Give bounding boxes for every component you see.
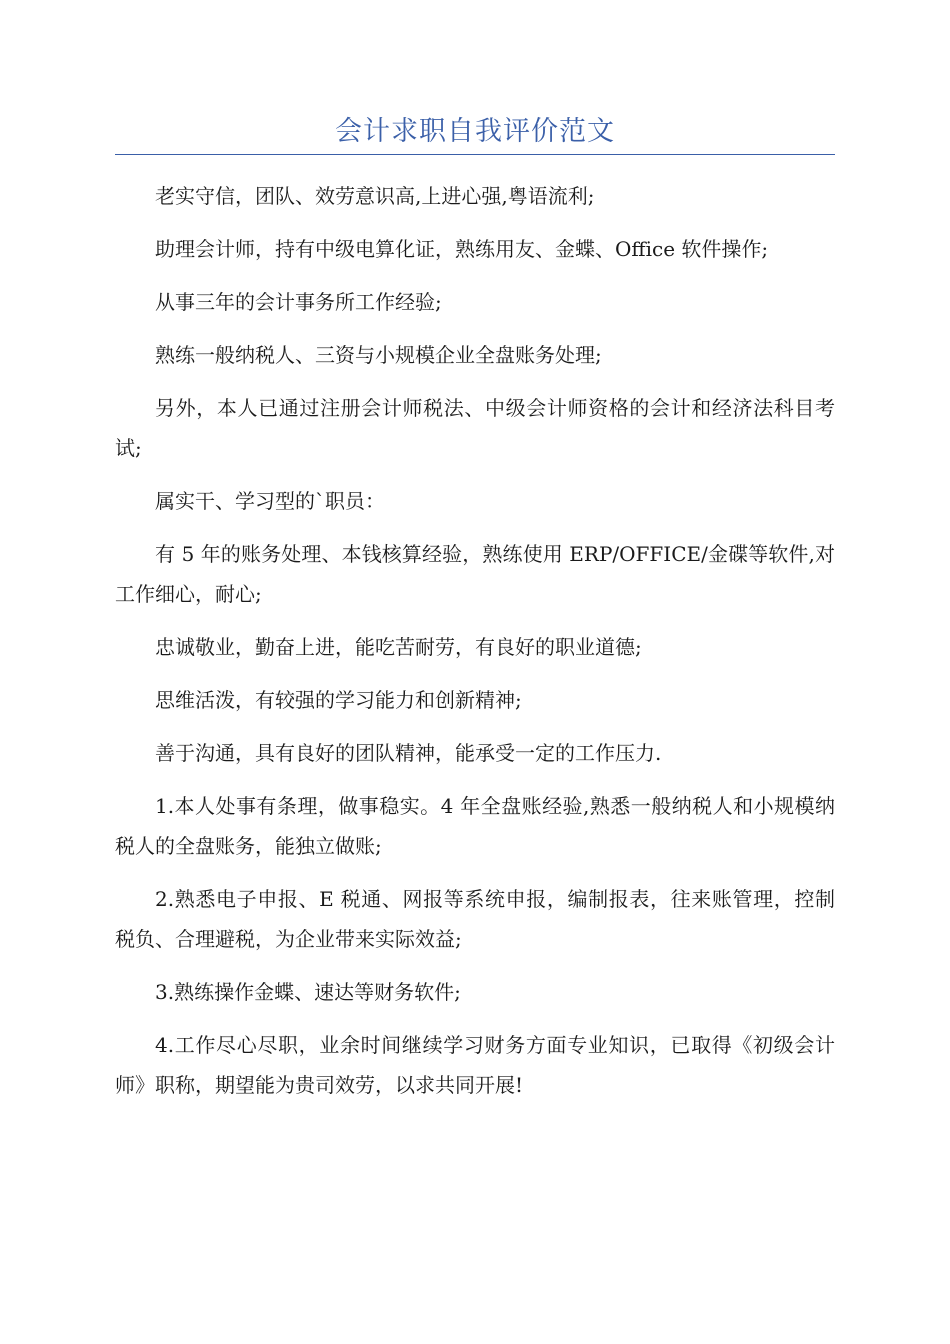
paragraph: 助理会计师，持有中级电算化证，熟练用友、金蝶、Office 软件操作; bbox=[155, 237, 769, 261]
paragraph: 忠诚敬业，勤奋上进，能吃苦耐劳，有良好的职业道德; bbox=[155, 635, 642, 659]
page-title: 会计求职自我评价范文 bbox=[335, 116, 615, 147]
paragraph: 老实守信，团队、效劳意识高,上进心强,粤语流利; bbox=[155, 184, 595, 208]
document-body bbox=[115, 176, 835, 1118]
paragraph: 有 5 年的账务处理、本钱核算经验，熟练使用 ERP/OFFICE/金碟等软件,对工作细心，耐心; bbox=[115, 542, 835, 606]
paragraph: 属实干、学习型的`职员： bbox=[155, 489, 385, 513]
paragraph: 2.熟悉电子申报、E 税通、网报等系统申报，编制报表，往来账管理，控制税负、合理避税，为企业带来实际效益; bbox=[115, 887, 835, 951]
title-underline bbox=[115, 154, 835, 155]
paragraph: 另外，本人已通过注册会计师税法、中级会计师资格的会计和经济法科目考试; bbox=[115, 396, 835, 460]
paragraph: 思维活泼，有较强的学习能力和创新精神; bbox=[155, 688, 522, 712]
paragraph: 4.工作尽心尽职，业余时间继续学习财务方面专业知识，已取得《初级会计师》职称，期望能为贵司效劳，以求共同开展! bbox=[115, 1033, 835, 1097]
paragraph: 善于沟通，具有良好的团队精神，能承受一定的工作压力. bbox=[155, 741, 662, 765]
paragraph: 1.本人处事有条理，做事稳实。4 年全盘账经验,熟悉一般纳税人和小规模纳税人的全盘账务，能独立做账; bbox=[115, 794, 835, 858]
paragraph: 从事三年的会计事务所工作经验; bbox=[155, 290, 442, 314]
paragraph: 熟练一般纳税人、三资与小规模企业全盘账务处理; bbox=[155, 343, 602, 367]
paragraph: 3.熟练操作金蝶、速达等财务软件; bbox=[155, 980, 461, 1004]
